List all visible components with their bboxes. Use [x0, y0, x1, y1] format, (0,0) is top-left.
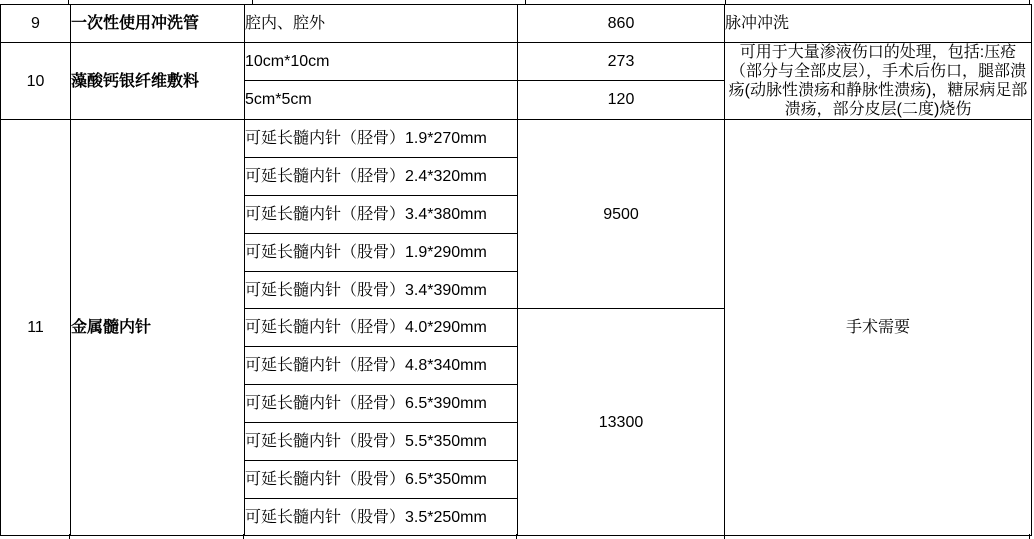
spec-cell: 5cm*5cm — [245, 80, 518, 119]
spec-cell: 可延长髓内针（股骨）1.9*290mm — [245, 234, 518, 272]
note-cell: 脉冲冲洗 — [725, 5, 1032, 43]
price-cell: 273 — [518, 43, 725, 81]
price-cell: 860 — [518, 5, 725, 43]
spec-cell: 可延长髓内针（股骨）5.5*350mm — [245, 423, 518, 461]
spec-cell: 可延长髓内针（胫骨）2.4*320mm — [245, 158, 518, 196]
spec-cell: 可延长髓内针（胫骨）6.5*390mm — [245, 385, 518, 423]
row-index-cell: 11 — [1, 120, 71, 536]
price-table — [0, 4, 1032, 536]
table-row — [1, 5, 1032, 43]
spec-cell: 可延长髓内针（股骨）3.4*390mm — [245, 272, 518, 309]
spec-cell: 可延长髓内针（胫骨）3.4*380mm — [245, 196, 518, 234]
price-cell: 9500 — [518, 120, 725, 309]
item-name-cell: 金属髓内针 — [71, 120, 245, 536]
spec-cell: 可延长髓内针（胫骨）4.8*340mm — [245, 347, 518, 385]
price-cell: 120 — [518, 80, 725, 119]
item-name-cell: 一次性使用冲洗管 — [71, 5, 245, 43]
grid-line — [516, 534, 517, 539]
row-index-cell: 10 — [1, 43, 71, 120]
note-cell: 可用于大量渗液伤口的处理，包括:压疮（部分与全部皮层），手术后伤口，腿部溃疡(动脉性溃疡和静脉性溃疡)，糖尿病足部溃疡，部分皮层(二度)烧伤 — [725, 43, 1032, 120]
grid-line — [69, 534, 70, 539]
spec-cell: 10cm*10cm — [245, 43, 518, 81]
spec-cell: 可延长髓内针（股骨）3.5*250mm — [245, 499, 518, 536]
note-cell: 手术需要 — [725, 120, 1032, 536]
table-row — [1, 43, 1032, 81]
spec-cell: 腔内、腔外 — [245, 5, 518, 43]
spec-cell: 可延长髓内针（股骨）6.5*350mm — [245, 461, 518, 499]
grid-line — [1029, 534, 1030, 539]
price-cell: 13300 — [518, 309, 725, 536]
grid-line — [724, 534, 725, 539]
spec-cell: 可延长髓内针（胫骨）4.0*290mm — [245, 309, 518, 347]
table-row — [1, 120, 1032, 158]
item-name-cell: 藻酸钙银纤维敷料 — [71, 43, 245, 120]
row-index-cell: 9 — [1, 5, 71, 43]
grid-line — [243, 534, 244, 539]
spec-cell: 可延长髓内针（胫骨）1.9*270mm — [245, 120, 518, 158]
